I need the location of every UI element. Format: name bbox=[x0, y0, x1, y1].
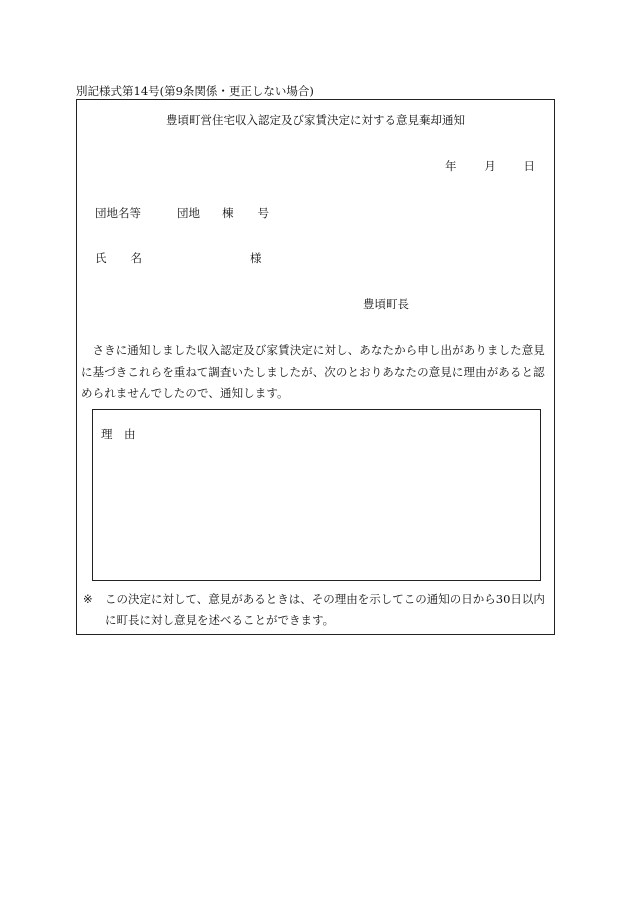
danchi-label: 団地 bbox=[177, 206, 200, 220]
danchi-line bbox=[95, 206, 269, 220]
appeal-note bbox=[81, 589, 547, 631]
recipient-label-2: 名 bbox=[130, 251, 142, 265]
sender-name: 豊頃町長 bbox=[363, 297, 409, 311]
form-number-label: 別記様式第14号(第9条関係・更正しない場合) bbox=[76, 84, 314, 98]
recipient-honorific: 様 bbox=[250, 251, 262, 265]
notice-body: さきに通知しました収入認定及び家賃決定に対し、あなたから申し出がありました意見に基づきこれらを重ねて調査いたしましたが、次のとおりあなたの意見に理由があると認められませんでしたので、通知します。 bbox=[81, 343, 545, 400]
reason-box bbox=[92, 409, 541, 581]
date-year-label: 年 bbox=[445, 159, 457, 173]
note-text: この決定に対して、意見があるときは、その理由を示してこの通知の日から30日以内に町長に対し意見を述べることができます。 bbox=[105, 592, 545, 627]
room-number-label: 号 bbox=[257, 206, 269, 220]
reason-label: 理 由 bbox=[101, 427, 136, 441]
date-day-label: 日 bbox=[523, 159, 535, 173]
recipient-line bbox=[95, 251, 262, 265]
note-mark: ※ bbox=[83, 592, 93, 606]
date-month-label: 月 bbox=[484, 159, 496, 173]
building-label: 棟 bbox=[222, 206, 234, 220]
recipient-label-1: 氏 bbox=[95, 251, 107, 265]
notice-title: 豊頃町営住宅収入認定及び家賃決定に対する意見棄却通知 bbox=[166, 113, 465, 127]
date-line bbox=[445, 159, 535, 173]
notice-frame bbox=[76, 99, 555, 635]
danchi-name-label: 団地名等 bbox=[95, 206, 141, 220]
